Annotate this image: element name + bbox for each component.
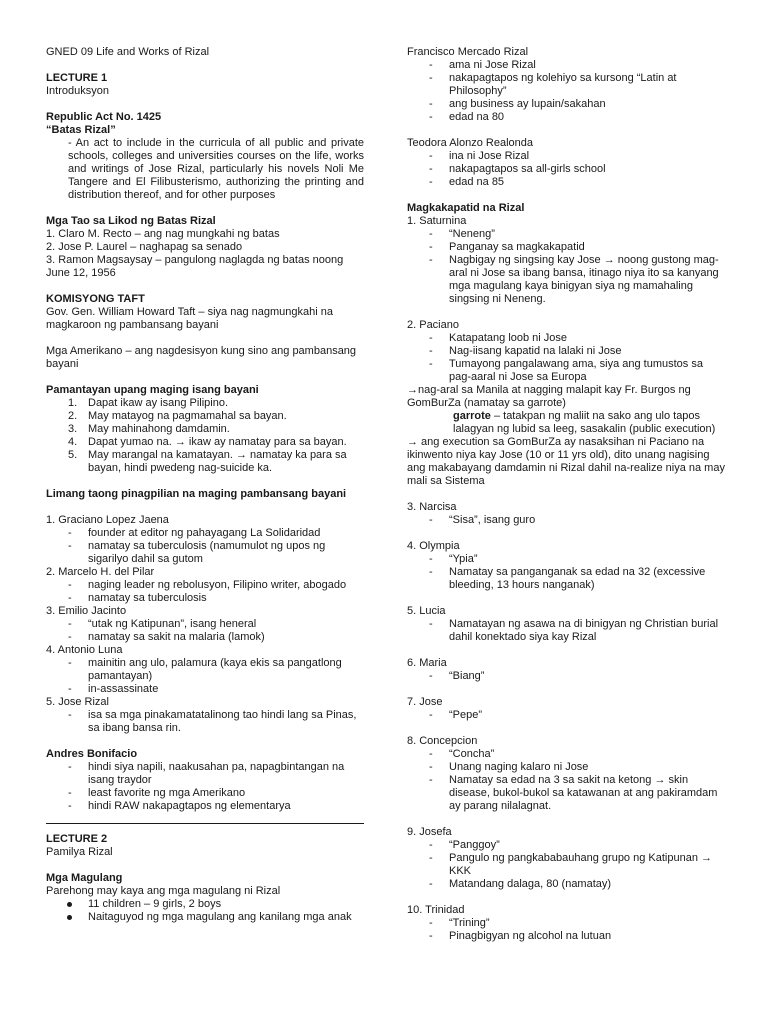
person-name: 4. Antonio Luna (46, 644, 123, 656)
course-title: GNED 09 Life and Works of Rizal (46, 46, 210, 58)
list-item: - edad na 80 (407, 111, 725, 124)
list-item: - “Neneng” (407, 228, 725, 241)
sibling-notes (407, 670, 725, 683)
lecture2-subtitle: Pamilya Rizal (46, 846, 113, 858)
list-item: - Panganay sa magkakapatid (407, 241, 725, 254)
list-item: - namatay sa sakit na malaria (lamok) (46, 631, 364, 644)
list-item: - nakapagtapos sa all-girls school (407, 163, 725, 176)
list-item: - founder at editor ng pahayagang La Solidaridad (46, 527, 364, 540)
list-item: - namatay sa tuberculosis (46, 592, 364, 605)
list-item: - ang business ay lupain/sakahan (407, 98, 725, 111)
sibling-notes (407, 709, 725, 722)
person-notes (46, 579, 364, 605)
garrote-text: – tatakpan ng maliit na sako ang ulo tapos lalagyan ng lubid sa leeg, sasakalin (public execution) (453, 410, 716, 435)
list-item: - Nag-iisang kapatid na lalaki ni Jose (407, 345, 725, 358)
list-item: - nakapagtapos ng kolehiyo sa kursong “Latin at Philosophy” (407, 72, 725, 98)
sibling-notes (407, 839, 725, 891)
list-item: - “Pepe” (407, 709, 725, 722)
paciano-note: → ang execution sa GomBurZa ay nasaksihan ni Paciano na ikinwento niya kay Jose (10 or 11 yrs old), dito unang nagising ang makabayang damdamin ni Rizal dahil na-realize niya na may mali sa Sistema (407, 436, 725, 487)
left-column (46, 46, 364, 924)
sibling-name: 9. Josefa (407, 826, 452, 838)
list-item: - “Concha” (407, 748, 725, 761)
list-item: - “Trining” (407, 917, 725, 930)
right-column (407, 46, 725, 943)
lecture1-subtitle: Introduksyon (46, 85, 109, 97)
likod-item: 3. Ramon Magsaysay – pangulong naglagda ng batas noong June 12, 1956 (46, 254, 344, 279)
list-item: - Pangulo ng pangkababauhang grupo ng Katipunan → KKK (407, 852, 725, 878)
sibling-name: 5. Lucia (407, 605, 446, 617)
list-item: - namatay sa tuberculosis (namumulot ng upos ng sigarilyo dahil sa gutom (46, 540, 364, 566)
list-item: - “utak ng Katipunan”, isang heneral (46, 618, 364, 631)
person-name: Francisco Mercado Rizal (407, 46, 529, 58)
magulang-title: Mga Magulang (46, 872, 123, 884)
sibling-name: 8. Concepcion (407, 735, 478, 747)
garrote-definition (407, 410, 725, 436)
list-item: - ama ni Jose Rizal (407, 59, 725, 72)
list-item: - Tumayong pangalawang ama, siya ang tumustos sa pag-aaral ni Jose sa Europa (407, 358, 725, 384)
list-item: - Pinagbigyan ng alcohol na lutuan (407, 930, 725, 943)
person-notes (46, 657, 364, 696)
sibling-name: 4. Olympia (407, 540, 460, 552)
list-item: - least favorite ng mga Amerikano (46, 787, 364, 800)
list-item: - Namatay sa panganganak sa edad na 32 (excessive bleeding, 13 hours nanganak) (407, 566, 725, 592)
list-item: - “Ypia” (407, 553, 725, 566)
list-item: Naitaguyod ng mga magulang ang kanilang mga anak (46, 911, 364, 924)
taft-paragraph: Mga Amerikano – ang nagdesisyon kung sino ang pambansang bayani (46, 345, 357, 370)
list-item: - naging leader ng rebolusyon, Filipino writer, abogado (46, 579, 364, 592)
list-item: - Nagbigay ng singsing kay Jose → noong gustong mag-aral ni Jose sa ibang bansa, itinago niya ito sa kanyang mga magulang kaya binigyan siya ng mamahaling singsing ni Neneng. (407, 254, 725, 306)
paciano-note: →nag-aral sa Manila at nagging malapit kay Fr. Burgos ng GomBurZa (namatay sa garrote) (407, 384, 691, 409)
sibling-name: 10. Trinidad (407, 904, 465, 916)
person-name: 2. Marcelo H. del Pilar (46, 566, 155, 578)
sibling-notes (407, 514, 725, 527)
list-item: 3. May mahinahong damdamin. (68, 423, 230, 435)
sibling-name: 2. Paciano (407, 319, 459, 331)
list-item: - “Biang” (407, 670, 725, 683)
person-name: 5. Jose Rizal (46, 696, 109, 708)
list-item: - Namatay sa edad na 3 sa sakit na ketong → skin disease, bukol-bukol sa katawanan at ang pakiramdam ay parang nilalagnat. (407, 774, 725, 813)
list-item: 5. May marangal na kamatayan. → namatay ka para sa bayan, hindi pwedeng nag-suicide ka. (68, 449, 347, 474)
ra-title: Republic Act No. 1425 (46, 111, 162, 123)
list-item: 4. Dapat yumao na. → ikaw ay namatay para sa bayan. (68, 436, 347, 448)
list-item: - ina ni Jose Rizal (407, 150, 725, 163)
list-item: - mainitin ang ulo, palamura (kaya ekis sa pangatlong pamantayan) (46, 657, 364, 683)
lecture2-label: LECTURE 2 (46, 833, 108, 845)
pamantayan-list (46, 397, 364, 475)
list-item: - in-assassinate (46, 683, 364, 696)
magulang-paragraph: Parehong may kaya ang mga magulang ni Rizal (46, 885, 281, 897)
sibling-notes (407, 332, 725, 384)
list-item: - Katapatang loob ni Jose (407, 332, 725, 345)
likod-title: Mga Tao sa Likod ng Batas Rizal (46, 215, 216, 227)
limang-title: Limang taong pinagpilian na maging pambansang bayani (46, 488, 347, 500)
list-item: 11 children – 9 girls, 2 boys (46, 898, 364, 911)
bonifacio-notes (46, 761, 364, 813)
person-name: 1. Graciano Lopez Jaena (46, 514, 169, 526)
bonifacio-title: Andres Bonifacio (46, 748, 138, 760)
garrote-label: garrote (453, 410, 491, 422)
likod-item: 1. Claro M. Recto – ang nag mungkahi ng batas (46, 228, 280, 240)
person-notes (407, 150, 725, 189)
sibling-name: 3. Narcisa (407, 501, 457, 513)
person-notes (46, 709, 364, 735)
list-item: - “Sisa”, isang guro (407, 514, 725, 527)
magulang-bullets (46, 898, 364, 924)
section-divider (46, 823, 364, 824)
person-name: 3. Emilio Jacinto (46, 605, 127, 617)
list-item: 2. May matayog na pagmamahal sa bayan. (68, 410, 287, 422)
sibling-name: 6. Maria (407, 657, 447, 669)
list-item: - hindi RAW nakapagtapos ng elementarya (46, 800, 364, 813)
person-name: Teodora Alonzo Realonda (407, 137, 533, 149)
sibling-notes (407, 917, 725, 943)
person-notes (407, 59, 725, 124)
list-item: 1. Dapat ikaw ay isang Pilipino. (68, 397, 229, 409)
magkakapatid-title: Magkakapatid na Rizal (407, 202, 525, 214)
sibling-name: 1. Saturnina (407, 215, 467, 227)
sibling-notes (407, 553, 725, 592)
list-item: - Unang naging kalaro ni Jose (407, 761, 725, 774)
ra-subtitle: “Batas Rizal” (46, 124, 116, 136)
lecture1-label: LECTURE 1 (46, 72, 108, 84)
list-item: - Namatayan ng asawa na di binigyan ng Christian burial dahil konektado siya kay Rizal (407, 618, 725, 644)
taft-paragraph: Gov. Gen. William Howard Taft – siya nag nagmungkahi na magkaroon ng pambansang bayani (46, 306, 333, 331)
list-item: - isa sa mga pinakamatatalinong tao hindi lang sa Pinas, sa ibang bansa rin. (46, 709, 364, 735)
ra-description: - An act to include in the curricula of all public and private schools, colleges and universities courses on the life, works and writings of Jose Rizal, particularly his novels Noli Me Tangere and El Filibusterismo, authorizing the printing and distribution thereof, and for other purposes (68, 137, 364, 201)
list-item: - hindi siya napili, naakusahan pa, napagbintangan na isang traydor (46, 761, 364, 787)
list-item: - Matandang dalaga, 80 (namatay) (407, 878, 725, 891)
pamantayan-title: Pamantayan upang maging isang bayani (46, 384, 259, 396)
list-item: - edad na 85 (407, 176, 725, 189)
list-item: - “Panggoy” (407, 839, 725, 852)
sibling-notes (407, 618, 725, 644)
sibling-notes (407, 228, 725, 306)
sibling-name: 7. Jose (407, 696, 443, 708)
likod-item: 2. Jose P. Laurel – naghapag sa senado (46, 241, 243, 253)
person-notes (46, 618, 364, 644)
sibling-notes (407, 748, 725, 813)
person-notes (46, 527, 364, 566)
taft-title: KOMISYONG TAFT (46, 293, 145, 305)
